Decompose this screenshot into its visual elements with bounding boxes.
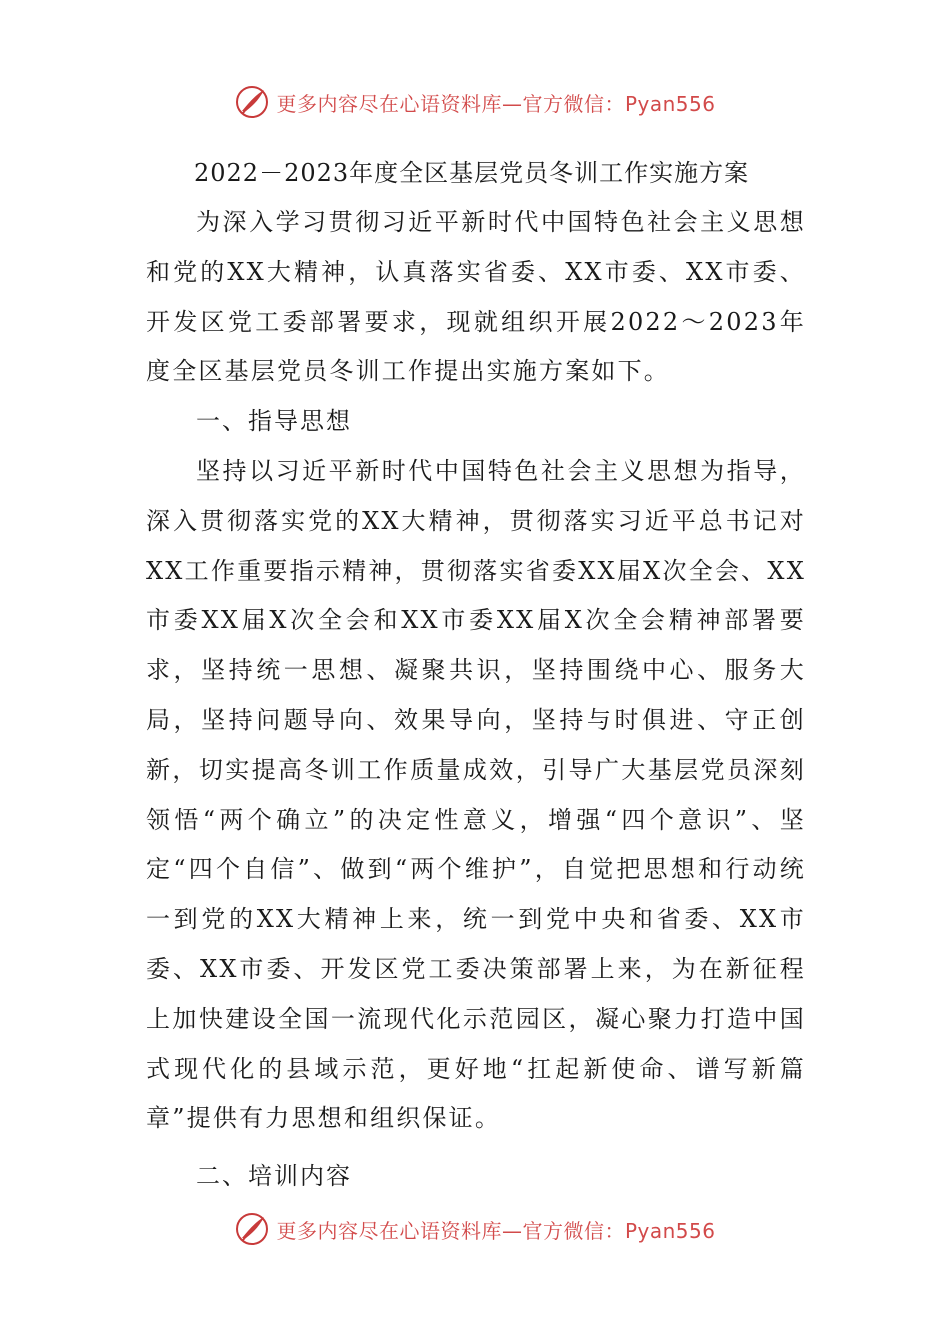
section-gap (146, 1144, 806, 1152)
section-1-paragraph: 坚持以习近平新时代中国特色社会主义思想为指导，深入贯彻落实党的XX大精神，贯彻落实习近平总书记对XX工作重要指示精神，贯彻落实省委XX届X次全会、XX市委XX届X次全会和XX市委XX届X次全会精神部署要求，坚持统一思想、凝聚共识，坚持围绕中心、服务大局，坚持问题导向、效果导向，坚持与时俱进、守正创新，切实提高冬训工作质量成效，引导广大基层党员深刻领悟“两个确立”的决定性意义，增强“四个意识”、坚定“四个自信”、做到“两个维护”，自觉把思想和行动统一到党的XX大精神上来，统一到党中央和省委、XX市委、XX市委、开发区党工委决策部署上来，为在新征程上加快建设全国一流现代化示范园区，凝心聚力打造中国式现代化的县域示范，更好地“扛起新使命、谱写新篇章”提供有力思想和组织保证。 (146, 456, 806, 1133)
watermark-text: 更多内容尽在心语资料库—官方微信：Pyan556 (276, 1218, 716, 1243)
quill-logo-icon (234, 1211, 270, 1247)
document-title: 2022－2023年度全区基层党员冬训工作实施方案 (194, 159, 750, 187)
watermark-banner-bottom (0, 1207, 950, 1251)
watermark-text: 更多内容尽在心语资料库—官方微信：Pyan556 (276, 91, 716, 116)
watermark-banner-top (0, 80, 950, 124)
document-body (146, 148, 806, 1202)
section-heading-2: 二、培训内容 (196, 1162, 352, 1191)
quill-logo-icon (234, 84, 270, 120)
section-heading-1: 一、指导思想 (196, 407, 352, 436)
intro-paragraph: 为深入学习贯彻习近平新时代中国特色社会主义思想和党的XX大精神，认真落实省委、XX市委、XX市委、开发区党工委部署要求，现就组织开展2022～2023年度全区基层党员冬训工作提出实施方案如下。 (146, 208, 806, 386)
